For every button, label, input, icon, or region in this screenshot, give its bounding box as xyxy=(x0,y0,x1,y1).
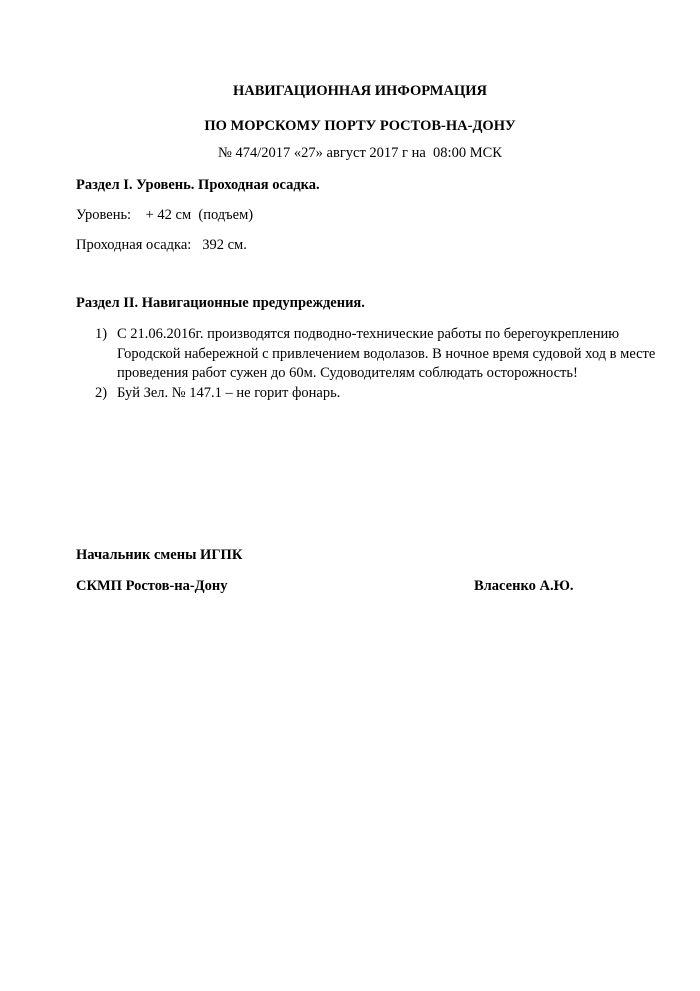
section-2-heading: Раздел II. Навигационные предупреждения. xyxy=(76,295,365,311)
document-title: НАВИГАЦИОННАЯ ИНФОРМАЦИЯ xyxy=(232,83,487,99)
issue-line: № 474/2017 «27» август 2017 г на 08:00 МСК xyxy=(218,145,502,161)
level-label: Уровень: xyxy=(76,207,132,223)
draft-row xyxy=(76,236,247,254)
signature-name: Власенко А.Ю. xyxy=(474,578,574,594)
list-item-number: 1) xyxy=(95,326,108,342)
signature-organization: СКМП Ростов-на-Дону xyxy=(76,578,228,594)
signature-position: Начальник смены ИГПК xyxy=(76,547,243,563)
draft-value: 392 см. xyxy=(202,237,247,253)
document-subtitle: ПО МОРСКОМУ ПОРТУ РОСТОВ-НА-ДОНУ xyxy=(204,118,516,134)
draft-label: Проходная осадка: xyxy=(76,237,192,253)
list-item-number: 2) xyxy=(95,385,108,401)
list-item-text: С 21.06.2016г. производятся подводно-технические работы по берегоукреплению Городской набережной с привлечением водолазов. В ночное время судовой ход в месте проведения работ сужен до 60м. Судоводителям соблюдать осторожность! xyxy=(117,326,656,381)
level-row xyxy=(76,206,253,224)
level-value: + 42 см (подъем) xyxy=(145,207,254,223)
section-1-heading: Раздел I. Уровень. Проходная осадка. xyxy=(76,177,320,193)
list-item-text: Буй Зел. № 147.1 – не горит фонарь. xyxy=(117,385,341,401)
